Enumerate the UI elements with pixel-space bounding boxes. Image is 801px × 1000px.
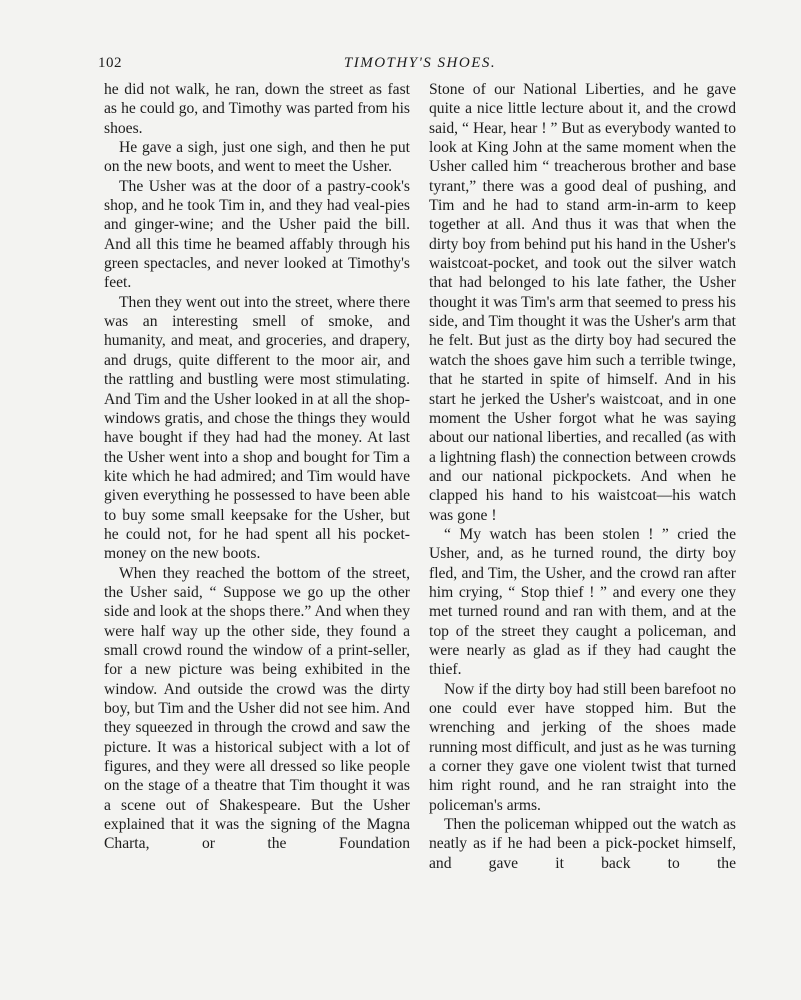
paragraph: Stone of our National Liberties, and he gave quite a nice little lecture about it, and the crowd said, “ Hear, hear ! ” But as everybody wanted to look at King John at the same moment when the Usher called him “ treacherous brother and base tyrant,” there was a good deal of pushing, and Tim and he had to stand arm-in-arm to keep together at all. And thus it was that when the dirty boy from behind put his hand in the Usher's waistcoat-pocket, and took out the silver watch that had belonged to his late father, the Usher thought it was Tim's arm that seemed to press his side, and Tim thought it was the Usher's arm that he felt. But just as the dirty boy had secured the watch the shoes gave him such a terrible twinge, that he started in spite of himself. And in his start he jerked the Usher's waistcoat, and in one moment the Usher forgot what he was saying about our national liberties, and recalled (as with a lightning flash) the connection between crowds and our national pickpockets. And when he clapped his hand to his waistcoat—his watch was gone ! [429,81,736,524]
paragraph: Then the policeman whipped out the watch as neatly as if he had been a pick-pocket himself, and gave it back to the [429,816,736,872]
paragraph: Now if the dirty boy had still been barefoot no one could ever have stopped him. But the wrenching and jerking of the shoes made running most difficult, and just as he was turning a corner they gave one violent twist that turned him right round, and he ran straight into the policeman's arms. [429,680,736,814]
paragraph: He gave a sigh, just one sigh, and then he put on the new boots, and went to meet the Usher. [104,139,410,176]
paragraph: When they reached the bottom of the street, the Usher said, “ Suppose we go up the other side and look at the shops there.” And when they were half way up the other side, they found a small crowd round the window of a print-seller, for a new picture was being exhibited in the window. And outside the crowd was the dirty boy, but Tim and the Usher did not see him. And they squeezed in through the crowd and saw the picture. It was a historical subject with a lot of figures, and they were all dressed so like people on the stage of a theatre that Tim thought it was a scene out of Shakespeare. But the Usher explained that it was the signing of the Magna Charta, or the Foundation [104,564,410,853]
page-number: 102 [98,55,122,71]
right-column [429,80,736,873]
page-header [98,55,742,75]
running-title: TIMOTHY'S SHOES. [343,55,497,71]
paragraph: “ My watch has been stolen ! ” cried the Usher, and, as he turned round, the dirty boy fled, and Tim, the Usher, and the crowd ran after him crying, “ Stop thief ! ” and every one they met turned round and ran with them, and at the top of the street they caught a policeman, and were nearly as glad as if they had caught the thief. [429,525,736,679]
paragraph: he did not walk, he ran, down the street as fast as he could go, and Timothy was parted from his shoes. [104,81,410,137]
left-column [104,80,410,854]
paragraph: Then they went out into the street, where there was an interesting smell of smoke, and humanity, and meat, and groceries, and drapery, and drugs, quite different to the moor air, and the rattling and bustling were most stimulating. And Tim and the Usher looked in at all the shop-windows gratis, and chose the things they would have bought if they had had the money. At last the Usher went into a shop and bought for Tim a kite which he had admired; and Tim would have given everything he possessed to have been able to buy some small keepsake for the Usher, but he could not, for he had spent all his pocket-money on the new boots. [104,293,410,563]
paragraph: The Usher was at the door of a pastry-cook's shop, and he took Tim in, and they had veal-pies and ginger-wine; and the Usher paid the bill. And all this time he beamed affably through his green spectacles, and never looked at Timothy's feet. [104,177,410,292]
